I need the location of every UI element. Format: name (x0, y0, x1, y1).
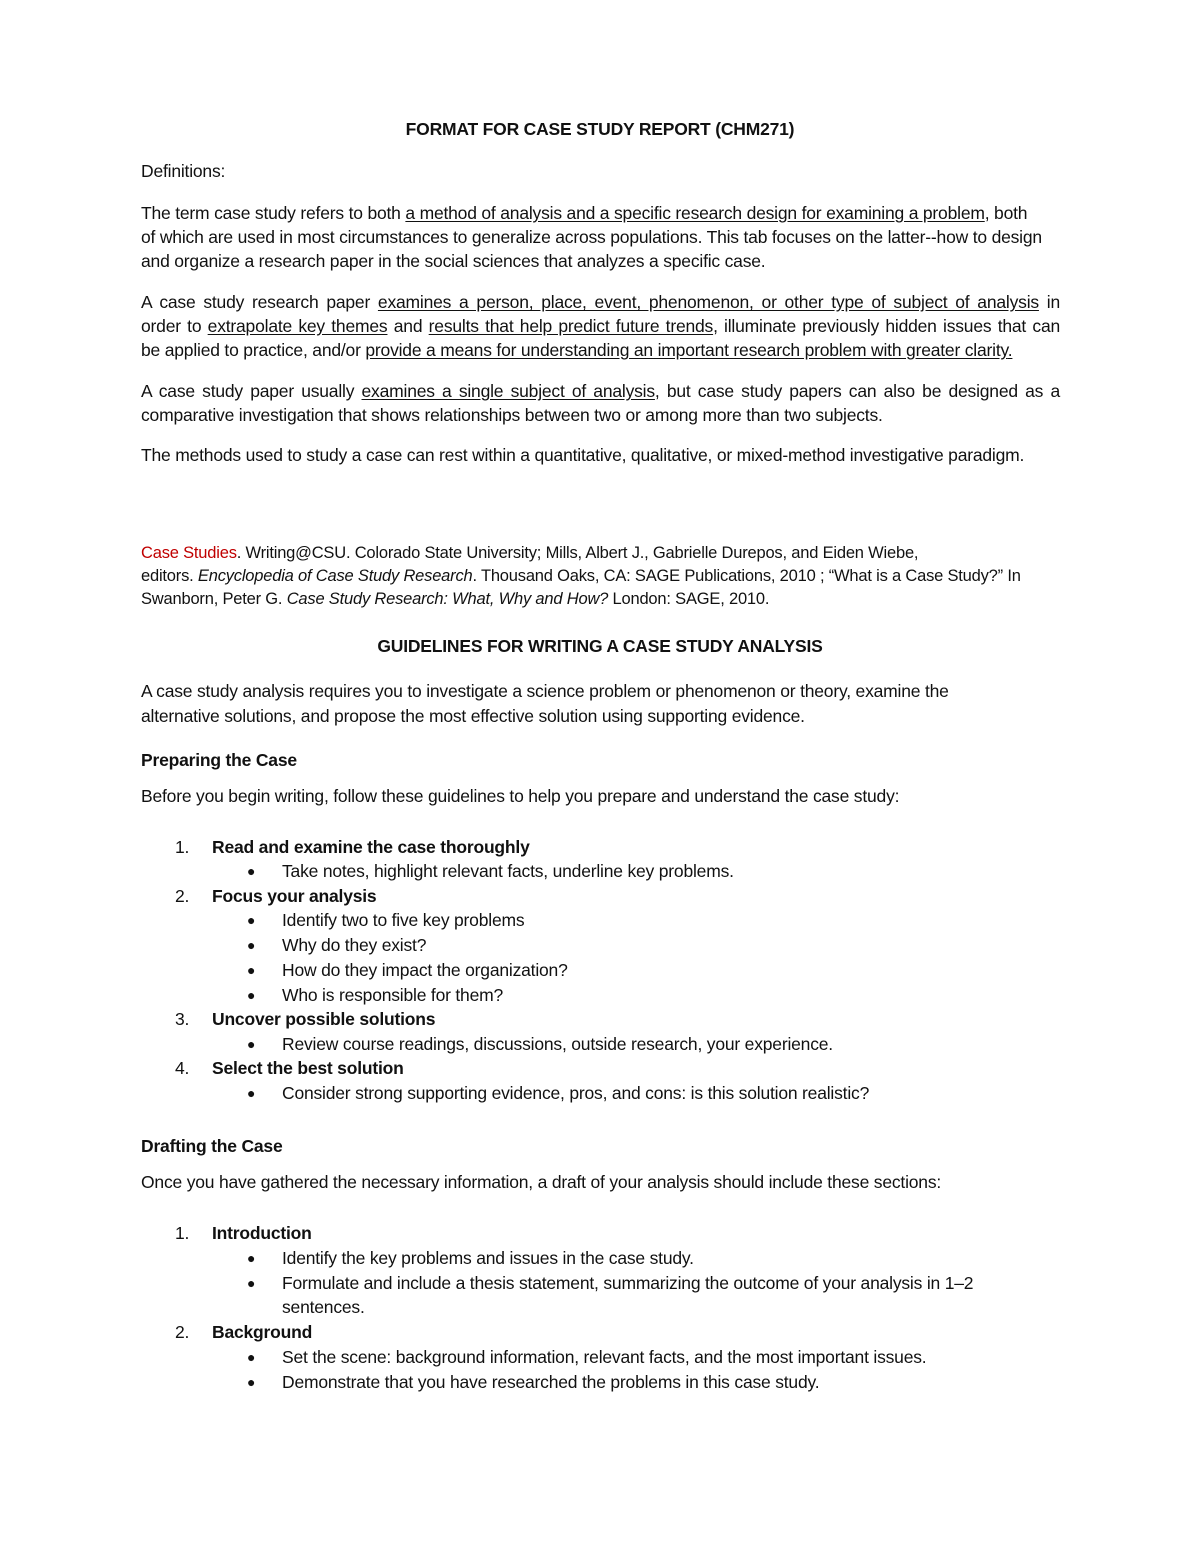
text-run: . Writing@CSU. Colorado State University; Mills, Albert J., Gabrielle Durepos, and Eiden Wiebe, (236, 544, 919, 562)
text-run: editors. (141, 567, 198, 585)
intro-line1: A case study analysis requires you to investigate a science problem or phenomenon or theory, examine the (141, 681, 949, 701)
citation-link[interactable]: Case Studies (141, 544, 237, 562)
bullet-item (247, 908, 524, 933)
para4: The methods used to study a case can rest within a quantitative, qualitative, or mixed-method investigative paradigm. (141, 445, 1025, 465)
bullet-icon: ● (247, 863, 256, 879)
list-label: Introduction (212, 1223, 312, 1243)
bullet-item (247, 859, 734, 884)
italic-text: Case Study Research: What, Why and How? (286, 590, 609, 608)
list-number: 1. (175, 1223, 190, 1243)
bullet-text-continuation: sentences. (282, 1297, 365, 1317)
list-item (175, 884, 376, 908)
list-label: Background (212, 1322, 313, 1342)
bullet-icon: ● (247, 1250, 256, 1266)
bullet-text: Take notes, highlight relevant facts, underline key problems. (282, 861, 734, 881)
text-run: be applied to practice, and/or (141, 340, 366, 360)
drafting-heading: Drafting the Case (141, 1136, 283, 1156)
list-label: Select the best solution (212, 1058, 404, 1078)
text-run: in (1038, 292, 1060, 312)
para1-line2: of which are used in most circumstances to generalize across populations. This tab focuses on the latter--how to design (141, 227, 1042, 247)
text-run: and (387, 316, 429, 336)
bullet-icon: ● (247, 987, 256, 1003)
preparing-lead: Before you begin writing, follow these guidelines to help you prepare and understand the case study: (141, 786, 900, 806)
list-number: 1. (175, 837, 190, 857)
citation-line2 (141, 564, 1021, 588)
list-number: 2. (175, 886, 190, 906)
list-number: 4. (175, 1058, 190, 1078)
bullet-item (247, 1370, 819, 1395)
bullet-text: How do they impact the organization? (282, 960, 568, 980)
bullet-item (247, 983, 503, 1008)
para2-line3 (141, 338, 1012, 362)
bullet-text: Why do they exist? (282, 935, 427, 955)
bullet-text: Formulate and include a thesis statement, summarizing the outcome of your analysis in 1–2 (282, 1273, 974, 1293)
bullet-text: Set the scene: background information, relevant facts, and the most important issues. (282, 1347, 927, 1367)
citation-line1 (141, 541, 918, 565)
text-run: A case study research paper (141, 292, 378, 312)
list-label: Read and examine the case thoroughly (212, 837, 530, 857)
bullet-text: Demonstrate that you have researched the problems in this case study. (282, 1372, 820, 1392)
text-run: Swanborn, Peter G. (141, 590, 287, 608)
bullet-text: Who is responsible for them? (282, 985, 504, 1005)
list-label: Focus your analysis (212, 886, 377, 906)
citation-line3 (141, 587, 769, 611)
bullet-item (247, 958, 568, 983)
preparing-heading: Preparing the Case (141, 750, 297, 770)
underlined-text: extrapolate key themes (207, 316, 388, 336)
underlined-text: provide a means for understanding an important research problem with greater clarity (365, 340, 1008, 360)
underlined-text: results that help predict future trends (428, 316, 714, 336)
para1-line3: and organize a research paper in the social sciences that analyzes a specific case. (141, 251, 766, 271)
bullet-icon: ● (247, 1374, 256, 1390)
text-run: The term case study refers to both (141, 203, 406, 223)
list-number: 3. (175, 1009, 190, 1029)
bullet-icon: ● (247, 1036, 256, 1052)
bullet-item (247, 933, 426, 958)
list-label: Uncover possible solutions (212, 1009, 436, 1029)
para3-line2: comparative investigation that shows relationships between two or among more than two subjects. (141, 405, 883, 425)
text-run: order to (141, 316, 208, 336)
bullet-item (247, 1345, 926, 1370)
intro-line2: alternative solutions, and propose the most effective solution using supporting evidence. (141, 706, 805, 726)
underlined-text: examines a single subject of analysis (361, 381, 655, 401)
guidelines-title: GUIDELINES FOR WRITING A CASE STUDY ANALYSIS (377, 636, 823, 656)
text-run: , both (984, 203, 1028, 223)
bullet-icon: ● (247, 962, 256, 978)
text-run: A case study paper usually (141, 381, 362, 401)
bullet-icon: ● (247, 937, 256, 953)
bullet-item (247, 1271, 973, 1296)
bullet-icon: ● (247, 1085, 256, 1101)
bullet-item (247, 1032, 833, 1057)
list-item (175, 1320, 312, 1344)
bullet-text: Identify the key problems and issues in the case study. (282, 1248, 694, 1268)
bullet-text: Consider strong supporting evidence, pros, and cons: is this solution realistic? (282, 1083, 870, 1103)
text-run: , but case study papers can also be designed as a (654, 381, 1060, 401)
definitions-label: Definitions: (141, 161, 226, 181)
text-run: . Thousand Oaks, CA: SAGE Publications, 2010 ; “What is a Case Study?” In (472, 567, 1021, 585)
italic-text: Encyclopedia of Case Study Research (197, 567, 473, 585)
drafting-lead: Once you have gathered the necessary information, a draft of your analysis should include these sections: (141, 1172, 942, 1192)
bullet-item (247, 1081, 869, 1106)
list-item (175, 1221, 312, 1245)
bullet-icon: ● (247, 1275, 256, 1291)
bullet-icon: ● (247, 912, 256, 928)
underlined-text: . (1007, 340, 1013, 360)
underlined-text: examines a person, place, event, phenomenon, or other type of subject of analysis (377, 292, 1039, 312)
underlined-text: a method of analysis and a specific research design for examining a problem (405, 203, 985, 223)
text-run: London: SAGE, 2010. (608, 590, 770, 608)
bullet-item (247, 1246, 694, 1271)
list-item (175, 835, 530, 859)
para1-line1 (141, 201, 1027, 225)
list-item (175, 1007, 435, 1031)
list-number: 2. (175, 1322, 190, 1342)
list-item (175, 1056, 404, 1080)
bullet-text: Identify two to five key problems (282, 910, 525, 930)
bullet-text: Review course readings, discussions, outside research, your experience. (282, 1034, 833, 1054)
document-title: FORMAT FOR CASE STUDY REPORT (CHM271) (405, 119, 795, 139)
bullet-icon: ● (247, 1349, 256, 1365)
text-run: , illuminate previously hidden issues that can (713, 316, 1061, 336)
